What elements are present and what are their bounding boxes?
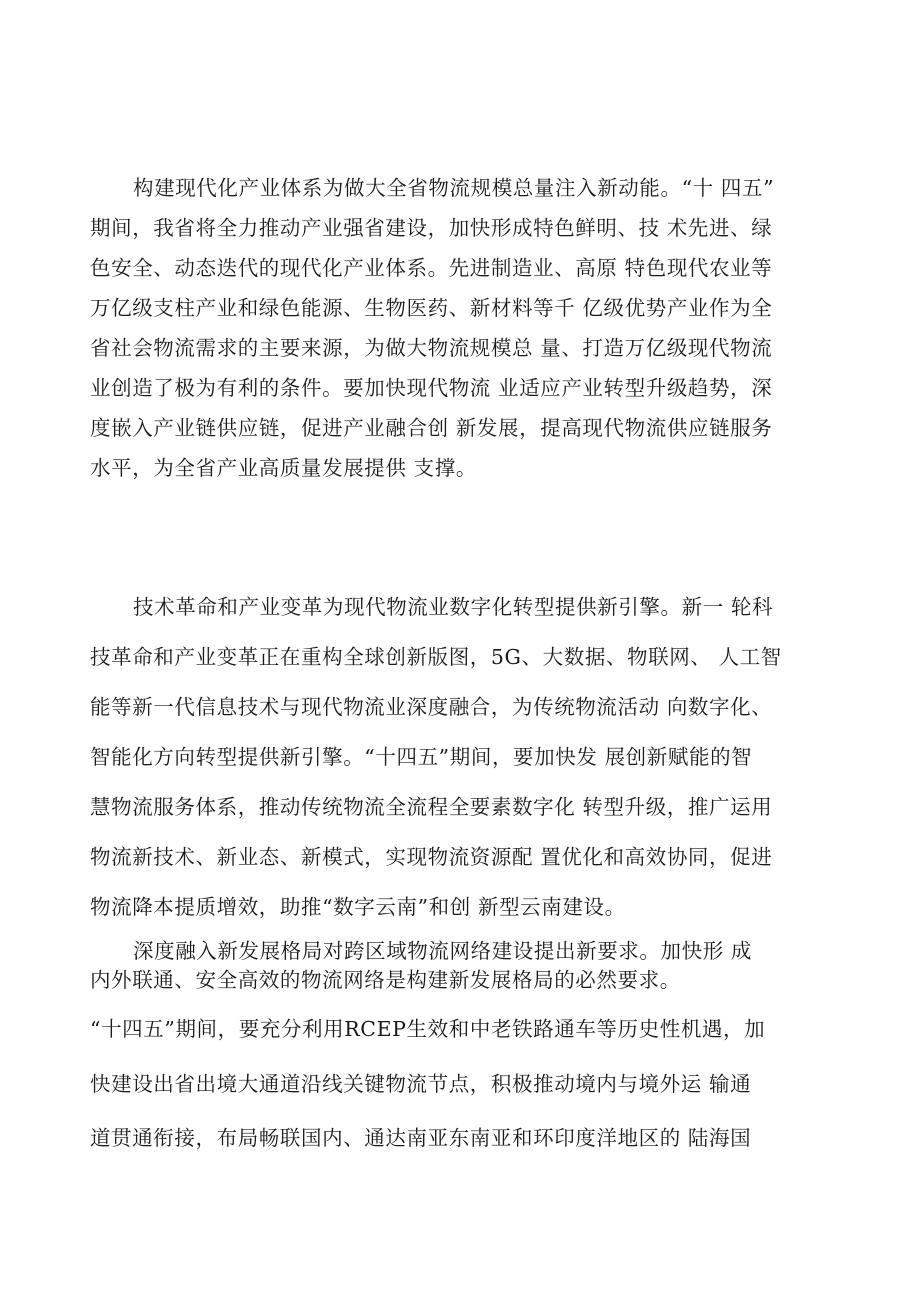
paragraph-2-line-7: 物流降本提质增效，助推“数字云南”和创 新型云南建设。	[90, 895, 626, 919]
paragraph-2-line-5: 慧物流服务体系，推动传统物流全流程全要素数字化 转型升级，推广运用	[90, 795, 773, 819]
paragraph-1-line-2: 期间，我省将全力推动产业强省建设，加快形成特色鲜明、技 术先进、绿	[90, 216, 773, 240]
paragraph-3-line-1: 深度融入新发展格局对跨区域物流网络建设提出新要求。加快形 成	[133, 939, 753, 963]
paragraph-1-line-7: 度嵌入产业链供应链，促进产业融合创 新发展，提高现代物流供应链服务	[90, 416, 773, 440]
paragraph-1-line-6: 业创造了极为有利的条件。要加快现代物流 业适应产业转型升级趋势，深	[90, 376, 773, 400]
paragraph-3-line-4: 快建设出省出境大通道沿线关键物流节点，积极推动境内与境外运 输通	[90, 1072, 752, 1096]
paragraph-2-line-4: 智能化方向转型提供新引擎。“十四五”期间，要加快发 展创新赋能的智	[90, 745, 753, 769]
paragraph-1-line-5: 省社会物流需求的主要来源，为做大物流规模总 量、打造万亿级现代物流	[90, 336, 773, 360]
paragraph-2-line-3: 能等新一代信息技术与现代物流业深度融合，为传统物流活动 向数字化、	[90, 695, 773, 719]
paragraph-1-line-1: 构建现代化产业体系为做大全省物流规模总量注入新动能。“十 四五”	[133, 176, 775, 200]
paragraph-3-line-5: 道贯通衔接，布局畅联国内、通达南亚东南亚和环印度洋地区的 陆海国	[90, 1126, 752, 1150]
paragraph-2-line-6: 物流新技术、新业态、新模式，实现物流资源配 置优化和高效协同，促进	[90, 845, 773, 869]
paragraph-1-line-4: 万亿级支柱产业和绿色能源、生物医药、新材料等千 亿级优势产业作为全	[90, 296, 773, 320]
paragraph-2-line-1: 技术革命和产业变革为现代物流业数字化转型提供新引擎。新一 轮科	[133, 595, 774, 619]
paragraph-1-line-8: 水平，为全省产业高质量发展提供 支撑。	[90, 456, 477, 480]
paragraph-2-line-2: 技革命和产业变革正在重构全球创新版图，5G、大数据、物联网、 人工智	[90, 645, 782, 669]
paragraph-3-line-3: “十四五”期间，要充分利用RCEP生效和中老铁路通车等历史性机遇，加	[90, 1017, 766, 1041]
paragraph-3-line-2: 内外联通、安全高效的物流网络是构建新发展格局的必然要求。	[90, 968, 681, 992]
paragraph-1-line-3: 色安全、动态迭代的现代化产业体系。先进制造业、高原 特色现代农业等	[90, 256, 773, 280]
